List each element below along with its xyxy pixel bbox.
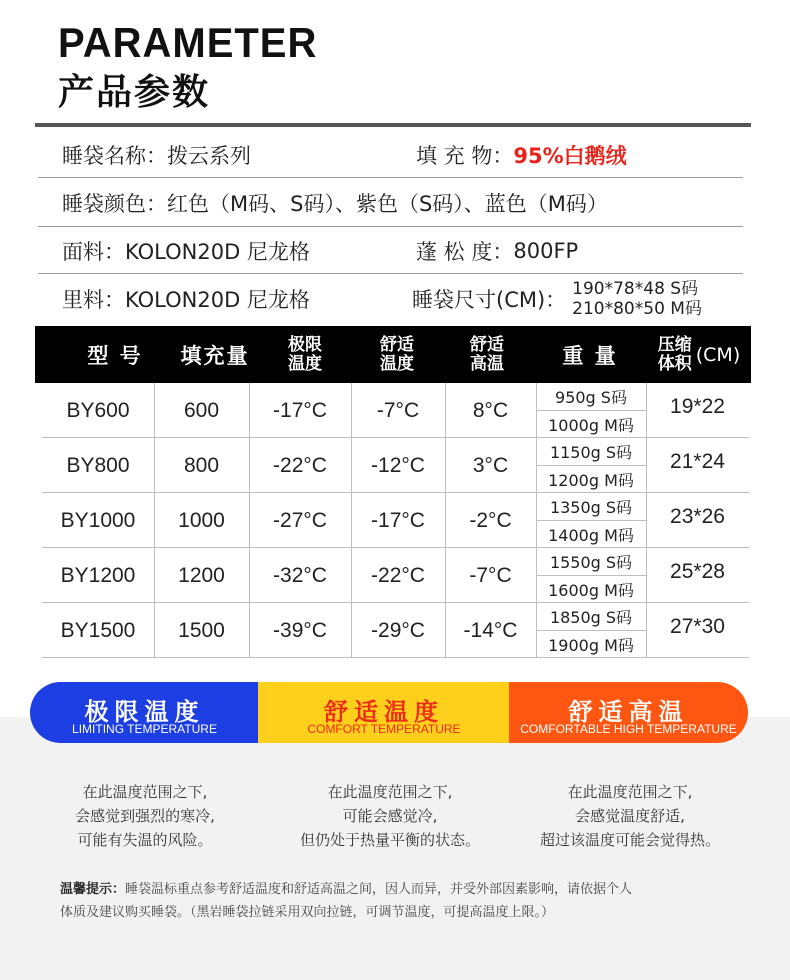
th-comfort-1: 舒适 (380, 334, 414, 355)
lining-label: 里料： (62, 287, 125, 312)
th-high-2: 高温 (470, 353, 504, 374)
cell-high-temp: 3°C (472, 453, 509, 477)
size-s: 190*78*48 S码 (572, 278, 699, 299)
desc-high (515, 780, 745, 852)
desc-line: 但仍处于热量平衡的状态。 (299, 831, 480, 849)
cell-comfort-temp: -17°C (371, 508, 425, 532)
cell-model: BY1500 (60, 618, 136, 642)
size-label: 睡袋尺寸(CM)： (412, 287, 567, 312)
tip-line-2: 体质及建议购买睡袋。（黑岩睡袋拉链采用双向拉链，可调节温度，可提高温度上限。） (60, 905, 555, 920)
band-comfort-sub: COMFORT TEMPERATURE (307, 722, 461, 736)
cell-packed-size: 23*26 (670, 505, 725, 528)
loft-label: 蓬 松 度： (416, 239, 514, 264)
cell-weight-s: 1550g S码 (549, 553, 633, 572)
fabric-label: 面料： (62, 239, 125, 264)
fill-field (416, 132, 627, 177)
cell-packed-size: 25*28 (670, 560, 725, 583)
th-packed-unit: (CM) (695, 343, 741, 366)
cell-high-temp: -7°C (469, 563, 512, 587)
cell-model: BY1000 (60, 508, 136, 532)
th-packed-1: 压缩 (657, 334, 692, 355)
tip-note (60, 878, 740, 924)
cell-packed-size: 21*24 (670, 450, 725, 473)
name-label: 睡袋名称： (62, 143, 167, 168)
fill-label: 填 充 物： (416, 143, 514, 168)
size-values (572, 279, 702, 319)
cell-fill: 1500 (178, 618, 225, 642)
desc-line: 会感觉温度舒适, (575, 807, 685, 825)
name-field (62, 132, 251, 177)
size-field (412, 275, 702, 322)
cell-fill: 1000 (178, 508, 225, 532)
table-row (42, 603, 749, 658)
th-high-1: 舒适 (470, 334, 504, 355)
loft-field (416, 228, 578, 273)
band-high-title: 舒适高温 (568, 698, 689, 726)
cell-weight-m: 1000g M码 (548, 416, 634, 435)
cell-limit-temp: -27°C (273, 508, 327, 532)
desc-line: 会感觉到强烈的寒冷, (75, 807, 215, 825)
size-m: 210*80*50 M码 (572, 298, 702, 319)
table-row (42, 493, 749, 548)
th-model: 型 号 (87, 343, 143, 368)
th-comfort-2: 温度 (380, 353, 414, 374)
fabric-value: KOLON20D 尼龙格 (125, 239, 310, 264)
table-row (42, 548, 749, 603)
cell-weight-m: 1200g M码 (548, 471, 634, 490)
th-limit-2: 温度 (288, 353, 322, 374)
cell-limit-temp: -22°C (273, 453, 327, 477)
cell-high-temp: -2°C (469, 508, 512, 532)
desc-comfort (270, 780, 510, 852)
fill-value: 95%白鹅绒 (513, 143, 627, 168)
info-row-color (38, 179, 743, 227)
table-header (35, 326, 751, 383)
cell-high-temp: -14°C (463, 618, 518, 642)
info-row-name (38, 132, 743, 178)
cell-comfort-temp: -22°C (371, 563, 425, 587)
desc-line: 在此温度范围之下, (327, 783, 453, 801)
th-comfort (351, 326, 443, 383)
cell-packed-size: 19*22 (670, 395, 725, 418)
band-limiting-sub: LIMITING TEMPERATURE (72, 722, 217, 736)
table-row (42, 383, 749, 438)
cell-fill: 1200 (178, 563, 225, 587)
cell-model: BY600 (66, 398, 130, 422)
cell-comfort-temp: -12°C (371, 453, 425, 477)
info-row-fabric (38, 228, 743, 274)
fabric-field (62, 228, 310, 273)
th-fill: 填充量 (180, 343, 250, 368)
th-packed-2: 体积 (657, 353, 692, 374)
th-weight: 重 量 (562, 343, 618, 368)
cell-limit-temp: -32°C (273, 563, 327, 587)
desc-line: 可能会感觉冷, (342, 807, 438, 825)
cell-weight-s: 1850g S码 (549, 608, 633, 627)
desc-line: 可能有失温的风险。 (77, 831, 213, 849)
th-high (441, 326, 533, 383)
desc-line: 在此温度范围之下, (567, 783, 693, 801)
tip-label: 温馨提示： (60, 882, 126, 897)
table-row (42, 438, 749, 493)
name-value: 拨云系列 (167, 143, 251, 168)
lining-field (62, 275, 310, 322)
cell-weight-m: 1600g M码 (548, 581, 634, 600)
cell-weight-s: 1150g S码 (549, 443, 633, 462)
cell-weight-m: 1900g M码 (548, 636, 634, 655)
title-en: PARAMETER (58, 20, 318, 67)
title-zh: 产品参数 (58, 72, 211, 113)
lining-value: KOLON20D 尼龙格 (125, 287, 310, 312)
band-high-sub: COMFORTABLE HIGH TEMPERATURE (520, 722, 737, 736)
color-field (62, 179, 608, 226)
band-high (509, 682, 748, 743)
th-limit (260, 326, 350, 383)
desc-limiting (35, 780, 255, 852)
desc-line: 在此温度范围之下, (82, 783, 208, 801)
cell-comfort-temp: -29°C (371, 618, 425, 642)
cell-fill: 800 (183, 453, 220, 477)
header-divider (35, 123, 751, 127)
info-row-lining (38, 275, 743, 322)
loft-value: 800FP (513, 238, 579, 263)
cell-high-temp: 8°C (472, 398, 509, 422)
cell-weight-s: 950g S码 (555, 388, 627, 407)
color-value: 红色（M码、S码）、紫色（S码）、蓝色（M码） (167, 191, 608, 216)
cell-weight-s: 1350g S码 (549, 498, 633, 517)
th-packed (647, 326, 751, 383)
cell-weight-m: 1400g M码 (548, 526, 634, 545)
band-comfort-title: 舒适温度 (324, 698, 444, 726)
cell-fill: 600 (183, 398, 220, 422)
cell-comfort-temp: -7°C (376, 398, 420, 422)
tip-line-1: 睡袋温标重点参考舒适温度和舒适高温之间，因人而异，并受外部因素影响，请依据个人 (125, 882, 633, 897)
color-label: 睡袋颜色： (62, 191, 167, 216)
cell-model: BY800 (66, 453, 130, 477)
desc-line: 超过该温度可能会觉得热。 (539, 831, 720, 849)
band-limiting-title: 极限温度 (84, 698, 205, 726)
th-limit-1: 极限 (288, 334, 322, 355)
cell-limit-temp: -39°C (273, 618, 327, 642)
band-comfort (258, 682, 510, 743)
cell-model: BY1200 (60, 563, 136, 587)
band-limiting (30, 682, 259, 743)
cell-packed-size: 27*30 (670, 615, 725, 638)
cell-limit-temp: -17°C (273, 398, 327, 422)
